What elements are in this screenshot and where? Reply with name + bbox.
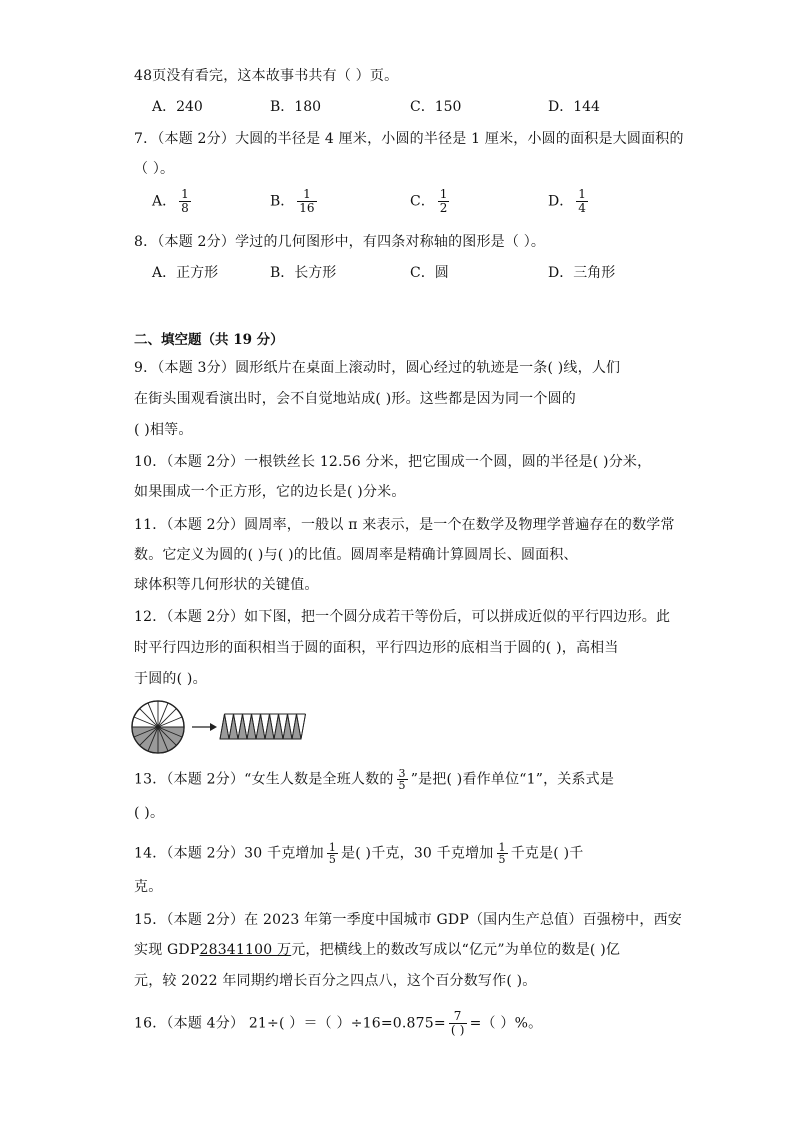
q7-line-1: 7．（本题 2分）大圆的半径是 4 厘米，小圆的半径是 1 厘米，小圆的面积是大圆面积的 xyxy=(134,131,684,147)
q6-line: 48页没有看完，这本故事书共有（ ）页。 xyxy=(134,68,399,84)
fraction xyxy=(179,188,191,215)
fraction xyxy=(449,1010,467,1037)
fraction-denominator: 2 xyxy=(439,201,448,215)
q15-line-1: 15．（本题 2分）在 2023 年第一季度中国城市 GDP（国内生产总值）百强榜中，西安 xyxy=(134,912,682,928)
arrow-right-icon xyxy=(192,723,217,731)
circle-to-parallelogram-figure xyxy=(130,700,320,756)
q16-prefix: 16．（本题 4分） 21÷( ）＝（ ）÷16=0.875= xyxy=(134,1015,446,1032)
q13-prefix: 13．（本题 2分）“女生人数是全班人数的 xyxy=(134,771,394,788)
fraction-numerator: 1 xyxy=(181,187,189,201)
q7-option-d[interactable] xyxy=(548,188,591,215)
option-letter: B． xyxy=(270,193,295,210)
fraction xyxy=(497,842,508,865)
fraction-denominator: 5 xyxy=(498,853,506,866)
q9-line-1: 9．（本题 3分）圆形纸片在桌面上滚动时，圆心经过的轨迹是一条( )线，人们 xyxy=(134,360,621,376)
q15-suffix: 元，把横线上的数改写成以“亿元”为单位的数是( )亿 xyxy=(291,942,621,958)
fraction-numerator: 3 xyxy=(398,767,406,780)
q14-line-1 xyxy=(134,842,583,865)
q16-line-1 xyxy=(134,1010,542,1037)
q12-line-2: 时平行四边形的面积相当于圆的面积，平行四边形的底相当于圆的( )，高相当 xyxy=(134,640,619,656)
q7-line-2: （ ）。 xyxy=(134,161,175,177)
q10-line-1: 10．（本题 2分）一根铁丝长 12.56 分米，把它围成一个圆，圆的半径是( )分米， xyxy=(134,454,652,470)
fraction xyxy=(438,188,450,215)
q6-option-d[interactable]: D．144 xyxy=(548,99,600,115)
fraction-denominator: 16 xyxy=(299,201,315,215)
fraction-denominator: 5 xyxy=(398,779,406,792)
option-letter: D． xyxy=(548,193,574,210)
underlined-number: 28341100 万 xyxy=(199,942,292,958)
q6-option-a[interactable]: A．240 xyxy=(152,99,203,115)
q14-suffix: 千克是( )千 xyxy=(510,845,584,862)
fraction-denominator: 8 xyxy=(181,201,189,215)
option-letter: C． xyxy=(410,193,435,210)
q8-option-d[interactable]: D．三角形 xyxy=(548,265,616,281)
parallelogram-strips-icon xyxy=(220,714,308,739)
q16-suffix: =（ ）%。 xyxy=(469,1015,543,1032)
q13-line-1 xyxy=(134,768,614,791)
q15-line-3: 元，较 2022 年同期约增长百分之四点八，这个百分数写作( )。 xyxy=(134,973,537,989)
q14-line-2: 克。 xyxy=(134,879,163,895)
fraction-numerator: 7 xyxy=(449,1010,467,1024)
fraction-numerator: 1 xyxy=(498,841,506,854)
q8-option-c[interactable]: C．圆 xyxy=(410,265,449,281)
fraction xyxy=(327,842,338,865)
q15-line-2 xyxy=(134,940,620,960)
option-letter: A． xyxy=(152,193,177,210)
fraction-numerator: 1 xyxy=(578,187,586,201)
q11-line-1: 11．（本题 2分）圆周率，一般以 π 来表示，是一个在数学及物理学普遍存在的数学常 xyxy=(134,517,675,533)
fraction-denominator: 5 xyxy=(328,853,337,866)
q12-line-3: 于圆的( )。 xyxy=(134,671,207,687)
divided-circle-icon xyxy=(132,701,184,753)
fraction-denominator: ( ) xyxy=(450,1023,465,1037)
q10-line-2: 如果围成一个正方形，它的边长是( )分米。 xyxy=(134,484,406,500)
q8-option-b[interactable]: B．长方形 xyxy=(270,265,337,281)
fraction xyxy=(576,188,588,215)
q11-line-2: 数。它定义为圆的( )与( )的比值。圆周率是精确计算圆周长、圆面积、 xyxy=(134,547,578,563)
fraction-numerator: 1 xyxy=(328,841,337,854)
q14-middle: 是( )千克，30 千克增加 xyxy=(341,845,494,862)
q13-suffix: ”是把( )看作单位“1”，关系式是 xyxy=(410,771,615,788)
section-title: 二、填空题（共 19 分） xyxy=(134,332,284,348)
q6-option-b[interactable]: B．180 xyxy=(270,99,322,115)
q15-prefix: 实现 GDP xyxy=(134,942,200,958)
q7-option-a[interactable] xyxy=(152,188,194,215)
q14-prefix: 14．（本题 2分）30 千克增加 xyxy=(134,845,324,862)
q13-line-2: ( )。 xyxy=(134,805,165,821)
q8-line-1: 8．（本题 2分）学过的几何图形中，有四条对称轴的图形是（ ）。 xyxy=(134,234,546,250)
fraction xyxy=(397,768,408,791)
q12-line-1: 12．（本题 2分）如下图，把一个圆分成若干等份后，可以拼成近似的平行四边形。此 xyxy=(134,609,671,625)
fraction-denominator: 4 xyxy=(578,201,586,215)
q11-line-3: 球体积等几何形状的关键值。 xyxy=(134,577,319,593)
q8-option-a[interactable]: A．正方形 xyxy=(152,265,219,281)
fraction xyxy=(297,188,316,215)
q7-option-b[interactable] xyxy=(270,188,320,215)
q6-option-c[interactable]: C．150 xyxy=(410,99,462,115)
fraction-numerator: 1 xyxy=(297,188,316,202)
q9-line-3: ( )相等。 xyxy=(134,422,193,438)
fraction-numerator: 1 xyxy=(439,187,448,201)
q9-line-2: 在街头围观看演出时，会不自觉地站成( )形。这些都是因为同一个圆的 xyxy=(134,391,576,407)
q7-option-c[interactable] xyxy=(410,188,452,215)
